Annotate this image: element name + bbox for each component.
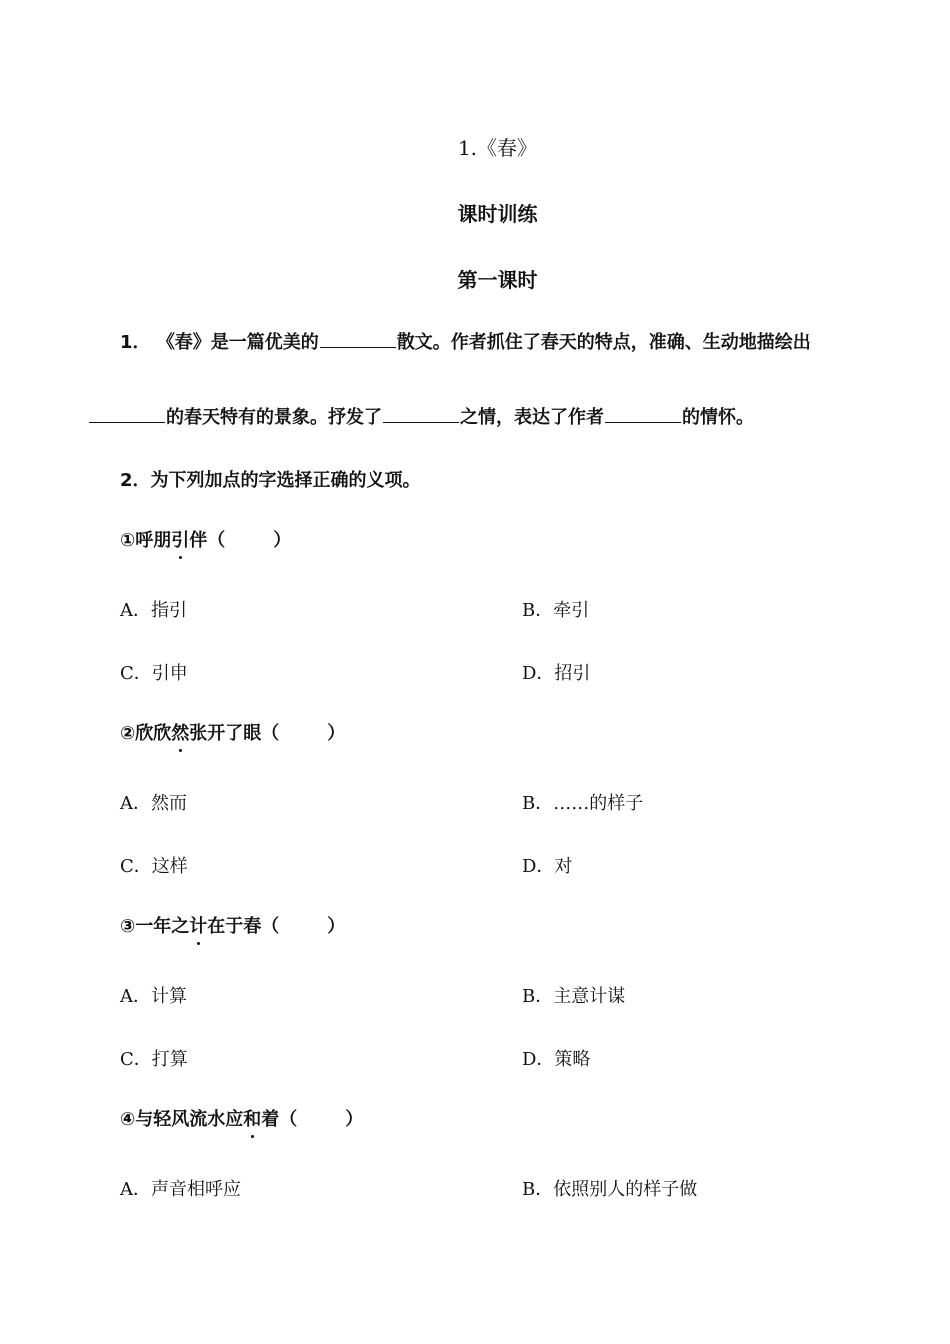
- sub-question-3-pre: ③一年之: [120, 916, 190, 937]
- question-1-text-d: 之情，表达了作者: [460, 407, 604, 428]
- option-4-b: B．依照别人的样子做: [522, 1179, 698, 1200]
- sub-question-4-close: ）: [345, 1109, 364, 1130]
- sub-question-4-post: 着（: [261, 1109, 298, 1130]
- sub-question-1-pre: ①呼朋: [120, 530, 172, 551]
- sub-question-3-post: 在于春（: [207, 916, 280, 937]
- sub-question-3-dotted-char: 计: [189, 912, 207, 938]
- sub-question-4-dotted-char: 和: [243, 1105, 261, 1131]
- lesson-title: 1.《春》: [457, 136, 538, 160]
- option-1-c: C．引申: [120, 663, 188, 684]
- answer-blank-1[interactable]: [320, 329, 396, 348]
- option-1-b: B．牵引: [522, 600, 590, 621]
- answer-blank-2[interactable]: [89, 404, 165, 423]
- question-2-prompt: 2．为下列加点的字选择正确的义项。: [120, 470, 421, 491]
- sub-question-2-close: ）: [327, 723, 346, 744]
- question-1-text-c: 的春天特有的景象。抒发了: [166, 407, 382, 428]
- sub-question-4: [120, 1105, 363, 1131]
- sub-question-1: [120, 526, 291, 552]
- sub-question-1-dotted-char: 引: [171, 526, 189, 552]
- option-2-d: D．对: [522, 856, 573, 877]
- sub-question-2-pre: ②欣欣: [120, 723, 172, 744]
- option-1-d: D．招引: [522, 663, 591, 684]
- sub-question-3-close: ）: [327, 916, 346, 937]
- sub-question-1-post: 伴（: [189, 530, 226, 551]
- option-2-a: A．然而: [120, 793, 187, 814]
- sub-question-2-post: 张开了眼（: [189, 723, 280, 744]
- sub-question-1-close: ）: [273, 530, 292, 551]
- option-3-c: C．打算: [120, 1049, 188, 1070]
- option-1-a: A．指引: [120, 600, 187, 621]
- option-2-b: B．……的样子: [522, 793, 644, 814]
- period-title: 第一课时: [457, 268, 538, 292]
- option-3-a: A．计算: [120, 986, 187, 1007]
- sub-question-2: [120, 719, 345, 745]
- answer-blank-4[interactable]: [605, 404, 681, 423]
- option-3-d: D．策略: [522, 1049, 591, 1070]
- question-1-text-a: 《春》是一篇优美的: [156, 332, 319, 353]
- question-1-line-2: [88, 403, 754, 429]
- section-title: 课时训练: [457, 202, 538, 226]
- question-1-number: 1．: [120, 332, 151, 353]
- answer-blank-3[interactable]: [383, 404, 459, 423]
- sub-question-4-pre: ④与轻风流水应: [120, 1109, 244, 1130]
- question-1-text-b: 散文。作者抓住了春天的特点，准确、生动地描绘出: [396, 332, 811, 353]
- question-1-text-e: 的情怀。: [682, 407, 754, 428]
- sub-question-2-dotted-char: 然: [171, 719, 189, 745]
- question-1-line-1: [120, 328, 811, 354]
- option-4-a: A．声音相呼应: [120, 1179, 241, 1200]
- option-2-c: C．这样: [120, 856, 188, 877]
- sub-question-3: [120, 912, 345, 938]
- option-3-b: B．主意计谋: [522, 986, 626, 1007]
